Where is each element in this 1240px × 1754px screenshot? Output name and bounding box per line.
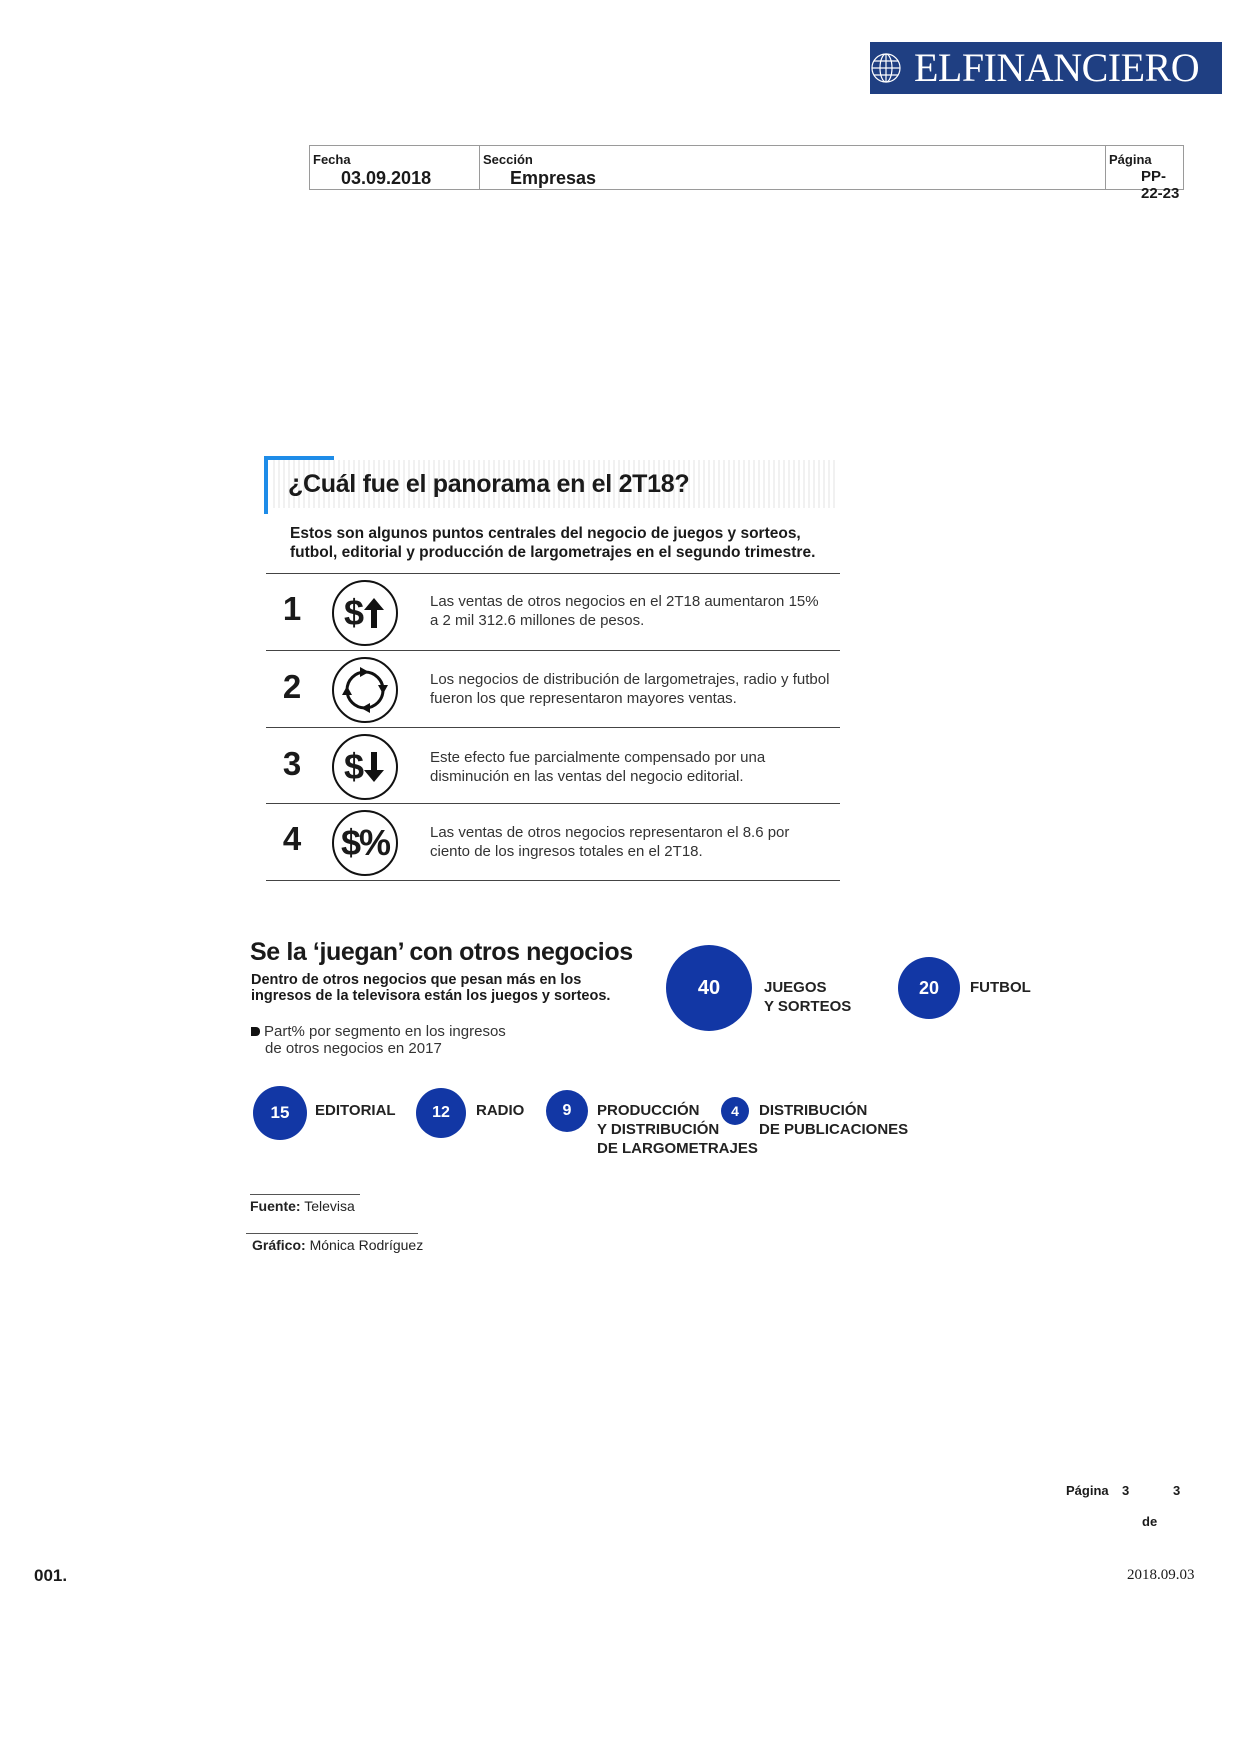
item-number: 3 xyxy=(282,745,302,782)
page-of-label: de xyxy=(1142,1514,1158,1529)
page-counter-label: Página xyxy=(1066,1483,1109,1498)
segment-bubble xyxy=(666,945,752,1031)
divider xyxy=(266,803,840,804)
segment-label-line: DE LARGOMETRAJES xyxy=(597,1140,758,1157)
page-total: 3 xyxy=(1173,1483,1181,1498)
segments-title: Se la ‘juegan’ con otros negocios xyxy=(250,938,633,966)
segment-label-line: JUEGOS xyxy=(764,979,827,996)
footer-date: 2018.09.03 xyxy=(1127,1567,1195,1583)
segment-label-line: RADIO xyxy=(476,1102,525,1119)
segment-label-line: DISTRIBUCIÓN xyxy=(759,1102,868,1119)
dollar-down-icon xyxy=(332,734,398,800)
graphic-value: Mónica Rodríguez xyxy=(309,1237,424,1253)
item-text: Este efecto fue parcialmente compensado por una disminución en las ventas del negocio editorial. xyxy=(430,749,766,785)
dollar-percent-icon xyxy=(332,810,398,876)
item-number: 1 xyxy=(282,590,302,627)
newspaper-logo xyxy=(870,42,1222,94)
arrow-up-icon xyxy=(362,596,386,630)
arrow-down-icon xyxy=(362,750,386,784)
segment-value: 12 xyxy=(432,1104,450,1121)
segment-label-line: EDITORIAL xyxy=(315,1102,396,1119)
dollar-percent-glyph: $% xyxy=(340,822,390,863)
segment-label-line: Y SORTEOS xyxy=(764,998,852,1015)
refresh-icon xyxy=(338,663,392,717)
segments-subtitle: Dentro de otros negocios que pesan más en los ingresos de la televisora están los juegos y sorteos. xyxy=(251,972,611,1004)
legend-text: Part% por segmento en los ingresos xyxy=(264,1023,506,1040)
source-label: Fuente: xyxy=(250,1198,301,1214)
cycle-arrows-icon xyxy=(332,657,398,723)
segment-value: 40 xyxy=(697,976,721,999)
item-number: 4 xyxy=(282,820,302,857)
segment-label-line: DE PUBLICACIONES xyxy=(759,1121,909,1138)
divider xyxy=(266,727,840,728)
dollar-up-icon xyxy=(332,580,398,646)
page-current: 3 xyxy=(1122,1483,1130,1498)
segment-label xyxy=(315,1101,396,1120)
legend xyxy=(251,1023,506,1057)
graphic-credit xyxy=(252,1237,423,1253)
segment-value: 20 xyxy=(918,977,940,998)
panorama-intro: Estos son algunos puntos centrales del negocio de juegos y sorteos, futbol, editorial y producción de largometrajes en el segundo trimestre. xyxy=(290,525,816,561)
segment-label-line: Y DISTRIBUCIÓN xyxy=(597,1121,720,1138)
document-code: 001. xyxy=(34,1566,68,1585)
segment-bubble xyxy=(253,1086,307,1140)
date-value: 03.09.2018 xyxy=(341,168,432,188)
date-cell xyxy=(310,146,480,189)
segment-value: 15 xyxy=(270,1103,290,1122)
segment-label xyxy=(970,978,1031,997)
divider xyxy=(266,880,840,881)
segment-value: 9 xyxy=(562,1102,572,1119)
segment-label xyxy=(476,1101,524,1120)
metadata-table xyxy=(309,145,1184,202)
segment-label xyxy=(759,1101,908,1139)
divider xyxy=(266,650,840,651)
segment-label-line: PRODUCCIÓN xyxy=(597,1102,700,1119)
segment-bubble xyxy=(416,1088,466,1138)
segment-bubble xyxy=(898,957,960,1019)
logo-wordmark: ELFINANCIERO xyxy=(914,45,1200,90)
title-accent-horizontal xyxy=(264,456,334,460)
section-value: Empresas xyxy=(510,168,597,188)
segment-label-line: FUTBOL xyxy=(970,979,1031,996)
dollar-glyph: $ xyxy=(343,592,363,633)
dollar-glyph: $ xyxy=(343,746,363,787)
item-text: Los negocios de distribución de largometrajes, radio y futbol fueron los que representaron mayores ventas. xyxy=(430,671,830,707)
panorama-title: ¿Cuál fue el panorama en el 2T18? xyxy=(288,470,690,498)
segment-bubble xyxy=(721,1097,749,1125)
graphic-label: Gráfico: xyxy=(252,1237,306,1253)
section-label: Sección xyxy=(483,152,533,167)
page-label: Página xyxy=(1109,152,1152,167)
page-cell xyxy=(1106,146,1185,202)
divider xyxy=(246,1233,418,1234)
legend-text: de otros negocios en 2017 xyxy=(265,1040,442,1057)
segment-value: 4 xyxy=(731,1103,739,1119)
divider xyxy=(250,1194,360,1195)
segment-bubble xyxy=(546,1090,588,1132)
title-accent-vertical xyxy=(264,456,268,514)
source-credit xyxy=(250,1198,355,1214)
legend-marker-icon xyxy=(251,1027,260,1036)
item-text: Las ventas de otros negocios representaron el 8.6 por ciento de los ingresos totales en el 2T18. xyxy=(430,824,790,860)
divider xyxy=(266,573,840,574)
segment-label xyxy=(764,978,851,1016)
globe-icon xyxy=(870,42,910,94)
section-cell xyxy=(480,146,1106,189)
date-label: Fecha xyxy=(313,152,351,167)
item-text: Las ventas de otros negocios en el 2T18 aumentaron 15% a 2 mil 312.6 millones de pesos. xyxy=(430,593,819,629)
source-value: Televisa xyxy=(304,1198,355,1214)
page-value: PP-22-23 xyxy=(1141,168,1180,202)
item-number: 2 xyxy=(282,668,302,705)
